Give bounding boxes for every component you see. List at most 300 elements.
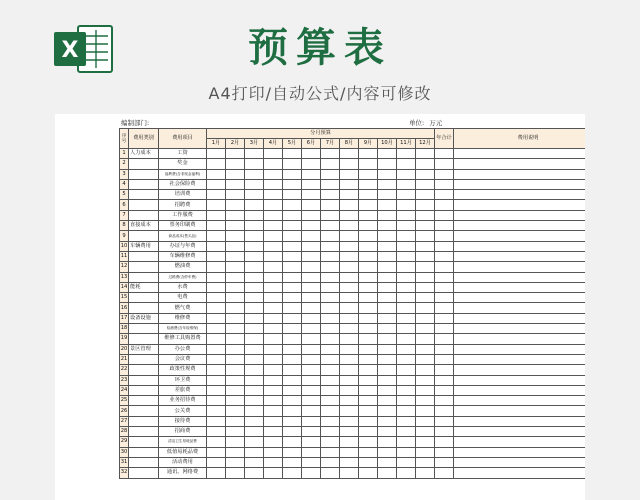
month-cell[interactable] (245, 365, 264, 375)
month-cell[interactable] (283, 468, 302, 478)
month-cell[interactable] (245, 385, 264, 395)
annual-cell[interactable] (435, 282, 454, 292)
month-cell[interactable] (283, 282, 302, 292)
month-cell[interactable] (378, 241, 397, 251)
month-cell[interactable] (397, 200, 416, 210)
month-cell[interactable] (397, 354, 416, 364)
month-cell[interactable] (321, 334, 340, 344)
month-cell[interactable] (207, 149, 226, 159)
month-cell[interactable] (264, 385, 283, 395)
month-cell[interactable] (340, 149, 359, 159)
month-cell[interactable] (321, 457, 340, 467)
note-cell[interactable] (454, 396, 585, 406)
month-cell[interactable] (207, 354, 226, 364)
annual-cell[interactable] (435, 416, 454, 426)
month-cell[interactable] (245, 179, 264, 189)
month-cell[interactable] (264, 416, 283, 426)
month-cell[interactable] (321, 221, 340, 231)
month-cell[interactable] (283, 262, 302, 272)
month-cell[interactable] (283, 396, 302, 406)
note-cell[interactable] (454, 385, 585, 395)
note-cell[interactable] (454, 190, 585, 200)
month-cell[interactable] (302, 241, 321, 251)
month-cell[interactable] (302, 231, 321, 241)
month-cell[interactable] (397, 468, 416, 478)
month-cell[interactable] (302, 282, 321, 292)
month-cell[interactable] (397, 190, 416, 200)
month-cell[interactable] (207, 334, 226, 344)
month-cell[interactable] (397, 169, 416, 179)
annual-cell[interactable] (435, 324, 454, 334)
month-cell[interactable] (264, 293, 283, 303)
month-cell[interactable] (302, 344, 321, 354)
month-cell[interactable] (340, 221, 359, 231)
annual-cell[interactable] (435, 354, 454, 364)
month-cell[interactable] (283, 303, 302, 313)
annual-cell[interactable] (435, 293, 454, 303)
month-cell[interactable] (226, 200, 245, 210)
annual-cell[interactable] (435, 231, 454, 241)
month-cell[interactable] (207, 375, 226, 385)
month-cell[interactable] (226, 396, 245, 406)
month-cell[interactable] (264, 334, 283, 344)
month-cell[interactable] (416, 447, 435, 457)
month-cell[interactable] (226, 303, 245, 313)
month-cell[interactable] (283, 159, 302, 169)
month-cell[interactable] (226, 251, 245, 261)
month-cell[interactable] (207, 344, 226, 354)
month-cell[interactable] (302, 416, 321, 426)
month-cell[interactable] (302, 375, 321, 385)
month-cell[interactable] (416, 354, 435, 364)
month-cell[interactable] (378, 406, 397, 416)
month-cell[interactable] (359, 334, 378, 344)
month-cell[interactable] (283, 221, 302, 231)
month-cell[interactable] (378, 313, 397, 323)
month-cell[interactable] (245, 437, 264, 447)
month-cell[interactable] (378, 251, 397, 261)
month-cell[interactable] (245, 210, 264, 220)
month-cell[interactable] (359, 169, 378, 179)
month-cell[interactable] (378, 396, 397, 406)
month-cell[interactable] (226, 313, 245, 323)
month-cell[interactable] (397, 406, 416, 416)
month-cell[interactable] (264, 406, 283, 416)
month-cell[interactable] (340, 159, 359, 169)
month-cell[interactable] (416, 303, 435, 313)
month-cell[interactable] (397, 427, 416, 437)
month-cell[interactable] (378, 375, 397, 385)
month-cell[interactable] (226, 159, 245, 169)
month-cell[interactable] (264, 282, 283, 292)
month-cell[interactable] (245, 149, 264, 159)
month-cell[interactable] (207, 324, 226, 334)
month-cell[interactable] (321, 210, 340, 220)
annual-cell[interactable] (435, 334, 454, 344)
month-cell[interactable] (226, 221, 245, 231)
month-cell[interactable] (207, 190, 226, 200)
month-cell[interactable] (340, 385, 359, 395)
month-cell[interactable] (416, 324, 435, 334)
month-cell[interactable] (245, 241, 264, 251)
month-cell[interactable] (321, 303, 340, 313)
month-cell[interactable] (226, 406, 245, 416)
month-cell[interactable] (207, 200, 226, 210)
month-cell[interactable] (340, 210, 359, 220)
month-cell[interactable] (226, 149, 245, 159)
month-cell[interactable] (416, 251, 435, 261)
annual-cell[interactable] (435, 251, 454, 261)
month-cell[interactable] (321, 365, 340, 375)
month-cell[interactable] (283, 169, 302, 179)
month-cell[interactable] (359, 272, 378, 282)
month-cell[interactable] (321, 427, 340, 437)
month-cell[interactable] (359, 437, 378, 447)
month-cell[interactable] (283, 231, 302, 241)
month-cell[interactable] (397, 221, 416, 231)
month-cell[interactable] (397, 149, 416, 159)
month-cell[interactable] (302, 303, 321, 313)
month-cell[interactable] (264, 354, 283, 364)
month-cell[interactable] (416, 221, 435, 231)
month-cell[interactable] (416, 293, 435, 303)
month-cell[interactable] (226, 169, 245, 179)
note-cell[interactable] (454, 324, 585, 334)
note-cell[interactable] (454, 272, 585, 282)
annual-cell[interactable] (435, 396, 454, 406)
month-cell[interactable] (302, 272, 321, 282)
month-cell[interactable] (207, 396, 226, 406)
month-cell[interactable] (207, 159, 226, 169)
month-cell[interactable] (378, 344, 397, 354)
month-cell[interactable] (264, 303, 283, 313)
note-cell[interactable] (454, 303, 585, 313)
month-cell[interactable] (245, 231, 264, 241)
month-cell[interactable] (302, 262, 321, 272)
month-cell[interactable] (302, 210, 321, 220)
month-cell[interactable] (321, 437, 340, 447)
annual-cell[interactable] (435, 303, 454, 313)
annual-cell[interactable] (435, 200, 454, 210)
month-cell[interactable] (416, 231, 435, 241)
month-cell[interactable] (283, 406, 302, 416)
month-cell[interactable] (283, 149, 302, 159)
month-cell[interactable] (359, 221, 378, 231)
note-cell[interactable] (454, 365, 585, 375)
month-cell[interactable] (397, 334, 416, 344)
month-cell[interactable] (207, 416, 226, 426)
month-cell[interactable] (302, 324, 321, 334)
month-cell[interactable] (264, 344, 283, 354)
month-cell[interactable] (359, 344, 378, 354)
note-cell[interactable] (454, 179, 585, 189)
note-cell[interactable] (454, 344, 585, 354)
month-cell[interactable] (340, 427, 359, 437)
note-cell[interactable] (454, 231, 585, 241)
annual-cell[interactable] (435, 210, 454, 220)
month-cell[interactable] (302, 159, 321, 169)
month-cell[interactable] (302, 354, 321, 364)
note-cell[interactable] (454, 334, 585, 344)
month-cell[interactable] (321, 468, 340, 478)
month-cell[interactable] (359, 190, 378, 200)
month-cell[interactable] (378, 200, 397, 210)
month-cell[interactable] (397, 179, 416, 189)
month-cell[interactable] (397, 282, 416, 292)
month-cell[interactable] (340, 468, 359, 478)
note-cell[interactable] (454, 169, 585, 179)
month-cell[interactable] (359, 282, 378, 292)
month-cell[interactable] (397, 385, 416, 395)
month-cell[interactable] (340, 272, 359, 282)
month-cell[interactable] (264, 179, 283, 189)
month-cell[interactable] (340, 457, 359, 467)
month-cell[interactable] (378, 437, 397, 447)
month-cell[interactable] (416, 313, 435, 323)
month-cell[interactable] (207, 293, 226, 303)
month-cell[interactable] (264, 427, 283, 437)
month-cell[interactable] (359, 262, 378, 272)
month-cell[interactable] (226, 344, 245, 354)
month-cell[interactable] (378, 272, 397, 282)
month-cell[interactable] (264, 365, 283, 375)
annual-cell[interactable] (435, 385, 454, 395)
month-cell[interactable] (397, 262, 416, 272)
month-cell[interactable] (264, 169, 283, 179)
month-cell[interactable] (321, 396, 340, 406)
note-cell[interactable] (454, 406, 585, 416)
annual-cell[interactable] (435, 179, 454, 189)
month-cell[interactable] (302, 447, 321, 457)
annual-cell[interactable] (435, 447, 454, 457)
month-cell[interactable] (416, 437, 435, 447)
month-cell[interactable] (245, 303, 264, 313)
month-cell[interactable] (245, 396, 264, 406)
annual-cell[interactable] (435, 241, 454, 251)
month-cell[interactable] (302, 365, 321, 375)
month-cell[interactable] (340, 396, 359, 406)
month-cell[interactable] (321, 272, 340, 282)
month-cell[interactable] (359, 375, 378, 385)
month-cell[interactable] (321, 324, 340, 334)
month-cell[interactable] (226, 179, 245, 189)
month-cell[interactable] (283, 447, 302, 457)
month-cell[interactable] (378, 468, 397, 478)
month-cell[interactable] (226, 354, 245, 364)
month-cell[interactable] (283, 190, 302, 200)
month-cell[interactable] (264, 221, 283, 231)
month-cell[interactable] (378, 262, 397, 272)
annual-cell[interactable] (435, 313, 454, 323)
month-cell[interactable] (302, 251, 321, 261)
month-cell[interactable] (302, 468, 321, 478)
month-cell[interactable] (416, 427, 435, 437)
month-cell[interactable] (359, 200, 378, 210)
month-cell[interactable] (340, 179, 359, 189)
month-cell[interactable] (397, 375, 416, 385)
month-cell[interactable] (321, 406, 340, 416)
month-cell[interactable] (264, 457, 283, 467)
month-cell[interactable] (340, 324, 359, 334)
month-cell[interactable] (321, 231, 340, 241)
note-cell[interactable] (454, 416, 585, 426)
month-cell[interactable] (245, 468, 264, 478)
month-cell[interactable] (416, 468, 435, 478)
month-cell[interactable] (378, 354, 397, 364)
month-cell[interactable] (302, 396, 321, 406)
month-cell[interactable] (359, 303, 378, 313)
month-cell[interactable] (378, 334, 397, 344)
annual-cell[interactable] (435, 365, 454, 375)
month-cell[interactable] (302, 200, 321, 210)
note-cell[interactable] (454, 427, 585, 437)
month-cell[interactable] (359, 179, 378, 189)
month-cell[interactable] (245, 354, 264, 364)
annual-cell[interactable] (435, 272, 454, 282)
month-cell[interactable] (245, 406, 264, 416)
month-cell[interactable] (302, 334, 321, 344)
month-cell[interactable] (378, 427, 397, 437)
month-cell[interactable] (264, 437, 283, 447)
month-cell[interactable] (207, 437, 226, 447)
month-cell[interactable] (397, 344, 416, 354)
month-cell[interactable] (226, 272, 245, 282)
month-cell[interactable] (302, 313, 321, 323)
month-cell[interactable] (207, 303, 226, 313)
month-cell[interactable] (245, 200, 264, 210)
month-cell[interactable] (378, 385, 397, 395)
month-cell[interactable] (302, 190, 321, 200)
month-cell[interactable] (416, 365, 435, 375)
month-cell[interactable] (340, 251, 359, 261)
month-cell[interactable] (283, 365, 302, 375)
month-cell[interactable] (207, 231, 226, 241)
month-cell[interactable] (416, 416, 435, 426)
month-cell[interactable] (283, 272, 302, 282)
note-cell[interactable] (454, 262, 585, 272)
annual-cell[interactable] (435, 375, 454, 385)
month-cell[interactable] (397, 272, 416, 282)
month-cell[interactable] (283, 200, 302, 210)
month-cell[interactable] (207, 313, 226, 323)
annual-cell[interactable] (435, 159, 454, 169)
month-cell[interactable] (207, 457, 226, 467)
month-cell[interactable] (283, 179, 302, 189)
month-cell[interactable] (283, 344, 302, 354)
month-cell[interactable] (416, 396, 435, 406)
month-cell[interactable] (416, 272, 435, 282)
month-cell[interactable] (378, 447, 397, 457)
month-cell[interactable] (321, 179, 340, 189)
note-cell[interactable] (454, 354, 585, 364)
month-cell[interactable] (321, 159, 340, 169)
month-cell[interactable] (378, 169, 397, 179)
month-cell[interactable] (264, 210, 283, 220)
month-cell[interactable] (359, 149, 378, 159)
month-cell[interactable] (264, 272, 283, 282)
month-cell[interactable] (359, 457, 378, 467)
month-cell[interactable] (264, 447, 283, 457)
month-cell[interactable] (340, 447, 359, 457)
annual-cell[interactable] (435, 427, 454, 437)
month-cell[interactable] (378, 210, 397, 220)
month-cell[interactable] (321, 354, 340, 364)
month-cell[interactable] (245, 272, 264, 282)
month-cell[interactable] (264, 200, 283, 210)
month-cell[interactable] (264, 149, 283, 159)
note-cell[interactable] (454, 210, 585, 220)
month-cell[interactable] (226, 365, 245, 375)
month-cell[interactable] (226, 468, 245, 478)
month-cell[interactable] (207, 179, 226, 189)
note-cell[interactable] (454, 251, 585, 261)
month-cell[interactable] (359, 416, 378, 426)
month-cell[interactable] (359, 231, 378, 241)
month-cell[interactable] (359, 210, 378, 220)
month-cell[interactable] (321, 416, 340, 426)
note-cell[interactable] (454, 200, 585, 210)
month-cell[interactable] (321, 385, 340, 395)
month-cell[interactable] (245, 344, 264, 354)
month-cell[interactable] (207, 210, 226, 220)
month-cell[interactable] (378, 365, 397, 375)
month-cell[interactable] (245, 416, 264, 426)
month-cell[interactable] (302, 385, 321, 395)
month-cell[interactable] (340, 416, 359, 426)
month-cell[interactable] (207, 169, 226, 179)
month-cell[interactable] (416, 241, 435, 251)
month-cell[interactable] (283, 313, 302, 323)
month-cell[interactable] (245, 447, 264, 457)
month-cell[interactable] (340, 293, 359, 303)
month-cell[interactable] (397, 457, 416, 467)
month-cell[interactable] (321, 149, 340, 159)
note-cell[interactable] (454, 282, 585, 292)
month-cell[interactable] (359, 385, 378, 395)
month-cell[interactable] (264, 231, 283, 241)
annual-cell[interactable] (435, 149, 454, 159)
month-cell[interactable] (207, 385, 226, 395)
month-cell[interactable] (283, 210, 302, 220)
month-cell[interactable] (416, 179, 435, 189)
month-cell[interactable] (340, 344, 359, 354)
month-cell[interactable] (378, 190, 397, 200)
month-cell[interactable] (207, 447, 226, 457)
month-cell[interactable] (245, 324, 264, 334)
month-cell[interactable] (302, 437, 321, 447)
note-cell[interactable] (454, 437, 585, 447)
note-cell[interactable] (454, 313, 585, 323)
month-cell[interactable] (302, 169, 321, 179)
month-cell[interactable] (264, 324, 283, 334)
month-cell[interactable] (416, 334, 435, 344)
month-cell[interactable] (397, 251, 416, 261)
month-cell[interactable] (302, 406, 321, 416)
month-cell[interactable] (416, 210, 435, 220)
month-cell[interactable] (226, 324, 245, 334)
month-cell[interactable] (264, 375, 283, 385)
month-cell[interactable] (264, 262, 283, 272)
month-cell[interactable] (226, 293, 245, 303)
month-cell[interactable] (397, 303, 416, 313)
annual-cell[interactable] (435, 406, 454, 416)
month-cell[interactable] (359, 251, 378, 261)
month-cell[interactable] (226, 457, 245, 467)
month-cell[interactable] (283, 427, 302, 437)
month-cell[interactable] (359, 406, 378, 416)
month-cell[interactable] (302, 427, 321, 437)
month-cell[interactable] (245, 313, 264, 323)
